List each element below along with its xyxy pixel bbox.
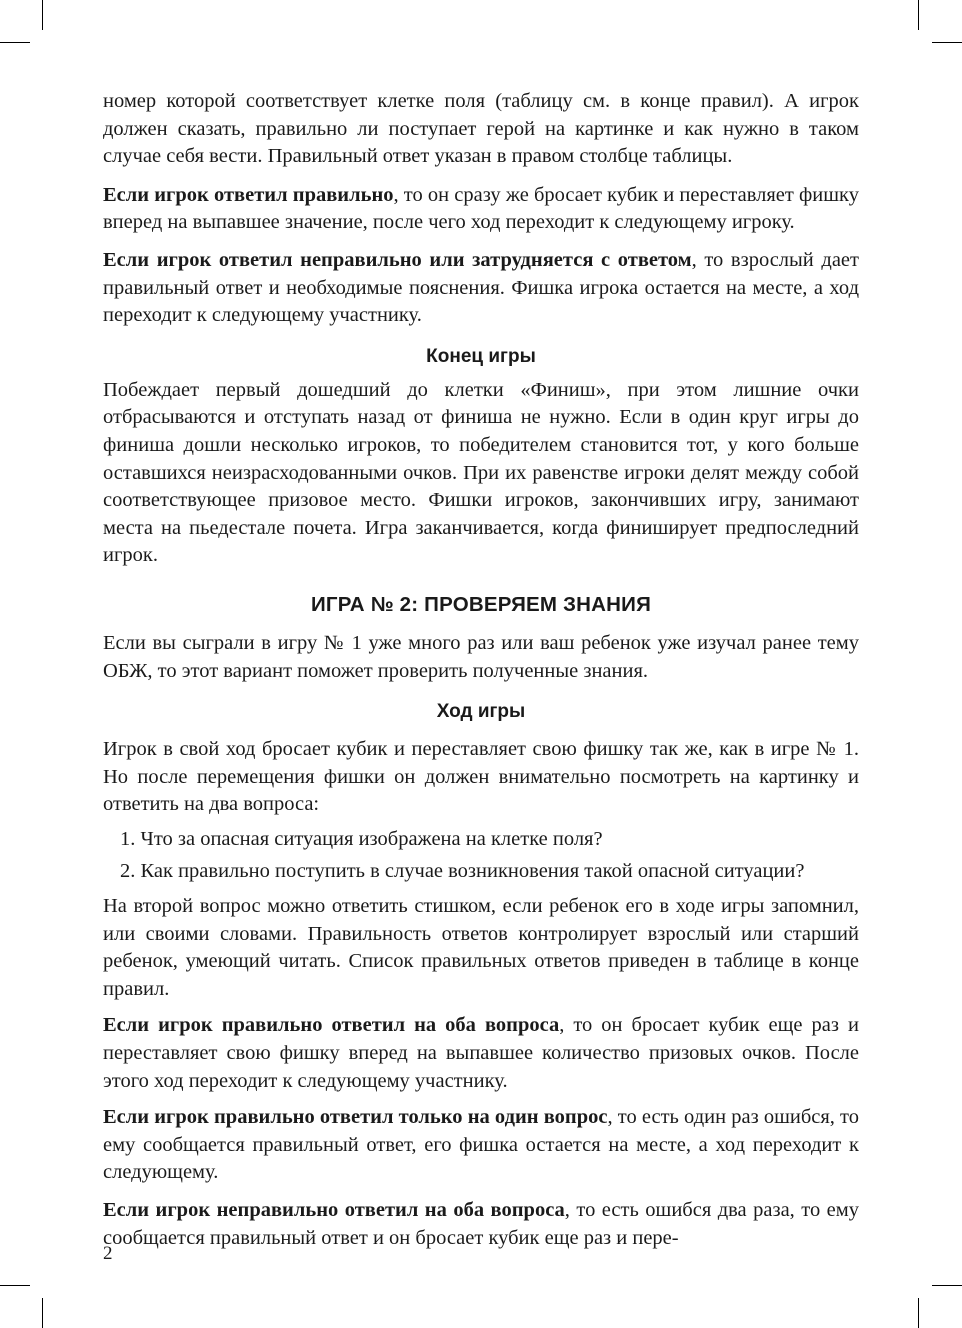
paragraph xyxy=(103,247,859,330)
crop-mark xyxy=(42,1298,43,1328)
list-item: 2. Как правильно поступить в случае возникновения такой опасной ситуации? xyxy=(120,860,805,883)
crop-mark xyxy=(918,0,919,30)
section-heading: Ход игры xyxy=(436,701,526,723)
paragraph: Если вы сыграли в игру № 1 уже много раз или ваш ребенок уже изучал ранее тему ОБЖ, то этот вариант поможет проверить полученные знания. xyxy=(103,631,859,682)
bold-lead: Если игрок правильно ответил только на один вопрос xyxy=(103,1106,608,1129)
page-number: 2 xyxy=(103,1243,113,1264)
paragraph-text: , то он бросает кубик еще раз и переставляет свою фишку вперед на выпавшее количество призовых очков. После этого ход переходит к следующему участнику. xyxy=(103,1014,859,1092)
bold-lead: Если игрок неправильно ответил на оба вопроса xyxy=(103,1199,565,1221)
bold-lead: Если игрок ответил правильно xyxy=(103,183,394,206)
paragraph-text: , то взрослый дает правильный ответ и необходимые пояснения. Фишка игрока остается на месте, а ход переходит к следующему участнику. xyxy=(103,248,859,327)
paragraph-text: , то он сразу же бросает кубик и переставляет фишку вперед на выпавшее значение, после чего ход переходит к следующему игроку. xyxy=(103,183,859,234)
paragraph-text: , то есть ошибся два раза, то ему сообщается правильный ответ и он бросает кубик еще раз и пере- xyxy=(103,1199,859,1249)
paragraph xyxy=(103,1197,859,1252)
paragraph: Игрок в свой ход бросает кубик и переставляет свою фишку так же, как в игре № 1. Но после перемещения фишки он должен внимательно посмотреть на картинку и ответить на два вопроса: xyxy=(103,738,859,816)
paragraph xyxy=(103,1104,859,1187)
paragraph: Побеждает первый дошедший до клетки «Финиш», при этом лишние очки отбрасываются и отступать назад от финиша не нужно. Если в один круг игры до финиша дошли несколько игроков, то победителем становится тот, у кого больше оставшихся неизрасходованными очков. При их равенстве игроки делят между собой соответствующее призовое место. Фишки игроков, закончивших игру, занимают места на пьедестале почета. Игра заканчивается, когда финиширует предпоследний игрок. xyxy=(103,378,859,567)
section-heading: Конец игры xyxy=(426,345,536,367)
bold-lead: Если игрок правильно ответил на оба вопроса xyxy=(103,1014,560,1037)
chapter-heading: ИГРА № 2: ПРОВЕРЯЕМ ЗНАНИЯ xyxy=(310,592,652,616)
paragraph: На второй вопрос можно ответить стишком, если ребенок его в ходе игры запомнил, или своими словами. Правильность ответов контролирует взрослый или старший ребенок, умеющий читать. Список правильных ответов приведен в таблице в конце правил. xyxy=(103,895,859,1000)
crop-mark xyxy=(0,42,30,43)
paragraph: номер которой соответствует клетке поля (таблицу см. в конце правил). А игрок должен сказать, правильно ли поступает герой на картинке и как нужно в таком случае себя вести. Правильный ответ указан в правом столбце таблицы. xyxy=(103,90,859,168)
crop-mark xyxy=(0,1285,30,1286)
crop-mark xyxy=(918,1298,919,1328)
question-list xyxy=(103,826,859,886)
paragraph xyxy=(103,182,859,237)
paragraph xyxy=(103,1012,859,1095)
list-item: 1. Что за опасная ситуация изображена на клетке поля? xyxy=(120,827,603,850)
crop-mark xyxy=(932,1285,962,1286)
bold-lead: Если игрок ответил неправильно или затрудняется с ответом xyxy=(103,248,692,271)
crop-mark xyxy=(932,42,962,43)
page-content xyxy=(103,88,859,1252)
paragraph-text: , то есть один раз ошибся, то ему сообщается правильный ответ, его фишка остается на месте, а ход переходит к следующему. xyxy=(103,1106,859,1184)
crop-mark xyxy=(42,0,43,30)
